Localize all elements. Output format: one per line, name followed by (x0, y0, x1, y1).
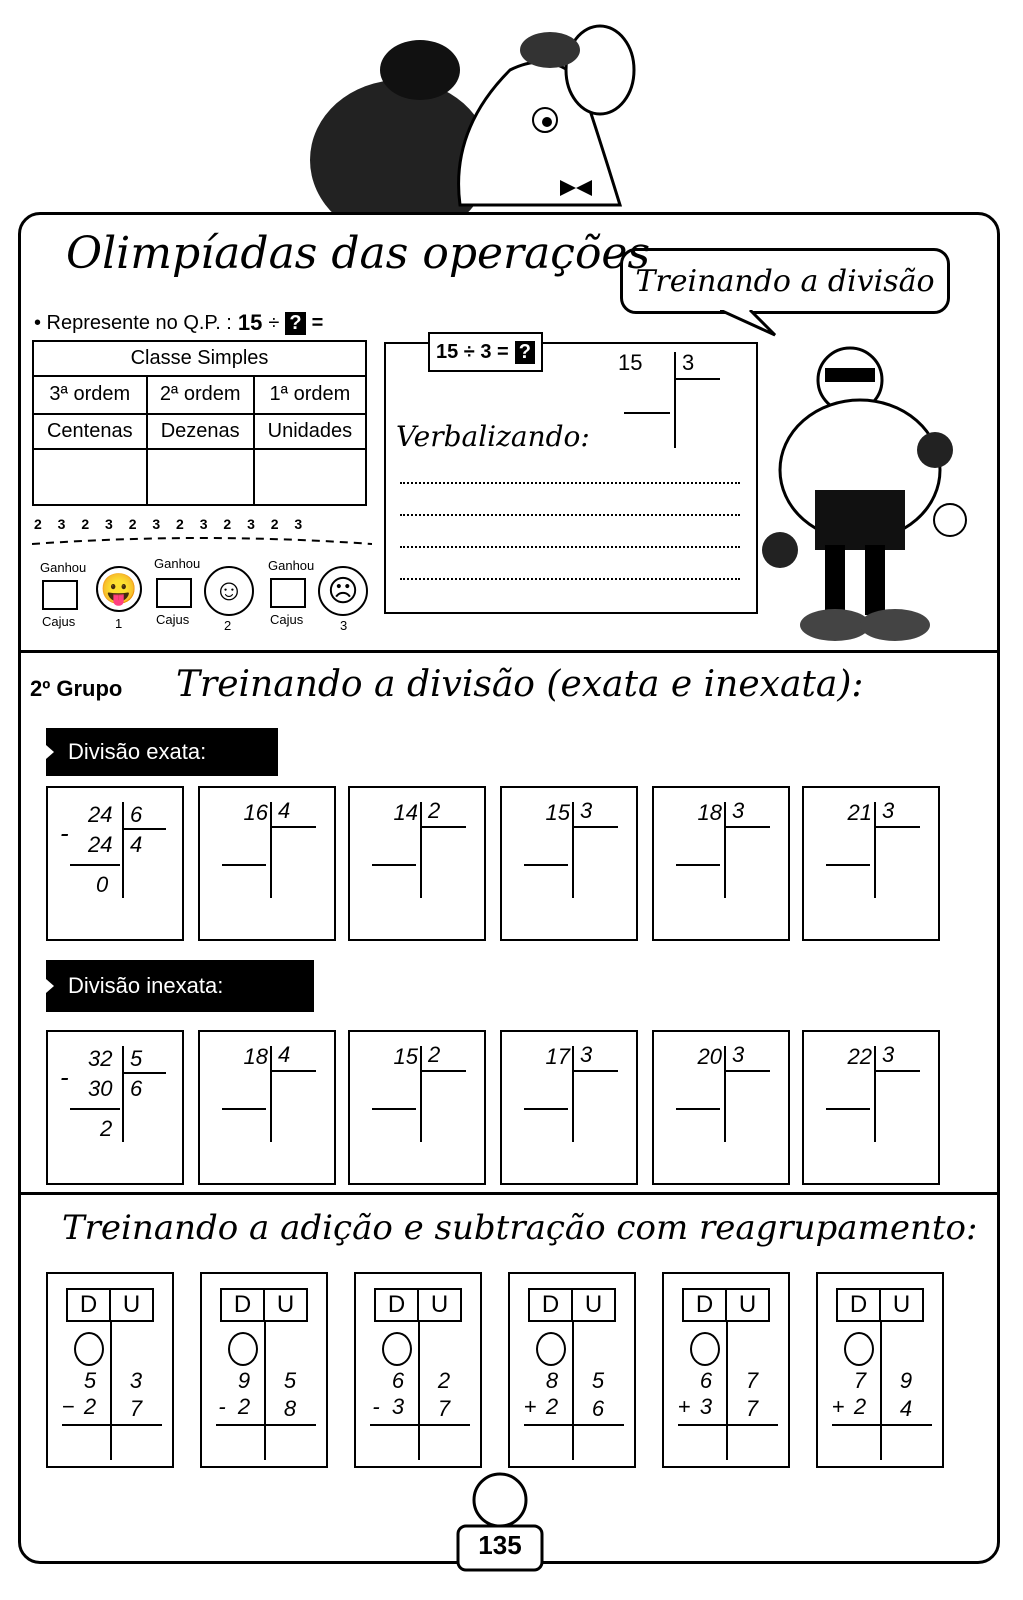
group-label: 2º Grupo (30, 676, 123, 701)
divisor: 2 (428, 1042, 441, 1067)
du-header (374, 1288, 462, 1322)
division-exercise-box[interactable] (652, 786, 790, 941)
reward-cajus-label: Cajus (156, 612, 190, 627)
answer-line[interactable] (676, 1108, 720, 1110)
example-divisor: 6 (130, 802, 143, 827)
answer-line[interactable] (372, 1108, 416, 1110)
reward-cajus-label: Cajus (270, 612, 304, 627)
dividend: 14 (393, 800, 418, 825)
qp-question-box: ? (285, 312, 305, 335)
division-bracket-horizontal (876, 826, 920, 828)
top-units: 5 (283, 1368, 297, 1393)
top-tens: 8 (545, 1368, 559, 1393)
bottom-tens: 3 (391, 1394, 405, 1419)
answer-line[interactable] (826, 864, 870, 866)
operator: + (677, 1394, 691, 1419)
dividend: 22 (847, 1044, 872, 1069)
reward-number: 2 (224, 618, 232, 633)
top-tens: 7 (853, 1368, 867, 1393)
example-remainder: 2 (100, 1116, 113, 1141)
du-divider (264, 1322, 266, 1460)
division-bracket-horizontal (726, 1070, 770, 1072)
divisor: 3 (732, 798, 745, 823)
du-header (220, 1288, 308, 1322)
verbal-div-dividend: 15 (618, 350, 643, 375)
divisor: 4 (278, 798, 291, 823)
addsub-title: Treinando a adição e subtração com reagrupamento: (62, 1208, 978, 1248)
answer-line[interactable] (372, 864, 416, 866)
u-label: U (584, 1291, 603, 1318)
addsub-exercise-box[interactable] (200, 1272, 328, 1468)
reward-number: 1 (115, 616, 123, 631)
divisor: 3 (580, 1042, 593, 1067)
carry-circle[interactable] (536, 1332, 566, 1366)
verbal-box (384, 342, 758, 614)
division-exercise-box[interactable] (500, 786, 638, 941)
example-divisor: 5 (130, 1046, 143, 1071)
divisor: 3 (882, 798, 895, 823)
top-tens: 9 (237, 1368, 251, 1393)
du-divider (880, 1322, 882, 1460)
top-tens: 6 (699, 1368, 713, 1393)
bottom-tens: 2 (237, 1394, 251, 1419)
qp-order-2: 2ª ordem (147, 376, 254, 413)
top-tens: 6 (391, 1368, 405, 1393)
du-header (66, 1288, 154, 1322)
exact-banner-text: Divisão exata: (68, 739, 207, 764)
dividend: 18 (243, 1044, 268, 1069)
d-label: D (530, 1290, 573, 1320)
division-exercise-box[interactable] (198, 786, 336, 941)
example-remainder: 0 (96, 872, 109, 897)
du-divider (110, 1322, 112, 1460)
u-label: U (430, 1291, 449, 1318)
addsub-exercise-box[interactable] (662, 1272, 790, 1468)
division-exercise-box[interactable] (652, 1030, 790, 1185)
result-line (524, 1424, 624, 1426)
reward-ganhou-label: Ganhou (40, 560, 87, 575)
figures-number-row: 2 3 2 3 2 3 2 3 2 3 2 3 (34, 516, 309, 532)
qp-instruction (34, 310, 323, 336)
dividend: 16 (243, 800, 268, 825)
inexact-banner-text: Divisão inexata: (68, 973, 224, 998)
du-divider (572, 1322, 574, 1460)
division-bracket-vertical (724, 802, 726, 898)
qp-blank-cell[interactable] (33, 449, 147, 505)
result-line (370, 1424, 470, 1426)
division-bracket-horizontal (574, 1070, 618, 1072)
u-label: U (276, 1291, 295, 1318)
bottom-tens: 2 (83, 1394, 97, 1419)
d-label: D (68, 1290, 111, 1320)
carry-circle[interactable] (228, 1332, 258, 1366)
divisor: 3 (882, 1042, 895, 1067)
dividend: 15 (393, 1044, 418, 1069)
page-title: Olimpíadas das operações (66, 228, 651, 279)
bottom-tens: 3 (699, 1394, 713, 1419)
top-units: 7 (745, 1368, 759, 1393)
division-bracket-vertical (270, 802, 272, 898)
top-units: 5 (591, 1368, 605, 1393)
division-bracket-vertical (420, 1046, 422, 1142)
bottom-units: 6 (591, 1396, 605, 1421)
answer-line[interactable] (222, 1108, 266, 1110)
dividend: 17 (545, 1044, 570, 1069)
qp-dezenas: Dezenas (147, 414, 254, 449)
addsub-exercise-box[interactable] (354, 1272, 482, 1468)
bottom-units: 7 (437, 1396, 451, 1421)
qp-order-1: 1ª ordem (254, 376, 366, 413)
du-header (682, 1288, 770, 1322)
inexact-banner (46, 960, 314, 1012)
result-line (62, 1424, 162, 1426)
division-exercise-box[interactable] (802, 786, 940, 941)
example-subtrahend: 30 (88, 1076, 113, 1101)
verbal-div-line (676, 378, 720, 380)
robot-bear-illustration (760, 340, 975, 650)
carry-circle[interactable] (382, 1332, 412, 1366)
reward-box[interactable] (270, 578, 306, 608)
top-units: 2 (437, 1368, 451, 1393)
divisor: 4 (278, 1042, 291, 1067)
division-bracket-horizontal (272, 826, 316, 828)
speech-bubble (620, 248, 950, 314)
division-exercise-box[interactable] (348, 1030, 486, 1185)
bottom-units: 8 (283, 1396, 297, 1421)
u-label: U (892, 1291, 911, 1318)
qp-dividend: 15 (237, 310, 263, 335)
du-divider (726, 1322, 728, 1460)
qp-blank-cell[interactable] (147, 449, 254, 505)
qp-blank-cell[interactable] (254, 449, 366, 505)
qp-instruction-text: • Represente no Q.P. : (34, 311, 232, 334)
division-bracket-horizontal (422, 826, 466, 828)
answer-line[interactable] (524, 1108, 568, 1110)
answer-line[interactable] (826, 1108, 870, 1110)
answer-line[interactable] (676, 864, 720, 866)
division-example-box (46, 1030, 184, 1185)
division-bracket-horizontal (876, 1070, 920, 1072)
example-dividend: 24 (88, 802, 113, 827)
answer-line[interactable] (524, 864, 568, 866)
division-bracket-horizontal (422, 1070, 466, 1072)
division-bracket-vertical (724, 1046, 726, 1142)
divisor: 2 (428, 798, 441, 823)
division-exercise-box[interactable] (198, 1030, 336, 1185)
bottom-tens: 2 (853, 1394, 867, 1419)
d-label: D (222, 1290, 265, 1320)
smile-face-icon: ☺ (204, 566, 254, 616)
writing-line[interactable] (400, 482, 740, 484)
example-quotient: 4 (130, 832, 143, 857)
u-label: U (738, 1291, 757, 1318)
dividend: 20 (697, 1044, 722, 1069)
section-divider-2 (18, 1192, 1000, 1195)
sad-face-icon: ☹ (318, 566, 368, 616)
example-quotient: 6 (130, 1076, 143, 1101)
carry-circle[interactable] (844, 1332, 874, 1366)
divisor: 3 (732, 1042, 745, 1067)
section-divider-1 (18, 650, 1000, 653)
d-label: D (684, 1290, 727, 1320)
result-line (678, 1424, 778, 1426)
operator: + (523, 1394, 537, 1419)
dividend: 21 (847, 800, 872, 825)
tiny-figures-row (32, 530, 372, 554)
page-number: 135 (478, 1530, 522, 1560)
dividend: 15 (545, 800, 570, 825)
carry-circle[interactable] (690, 1332, 720, 1366)
exact-banner (46, 728, 278, 776)
bottom-tens: 2 (545, 1394, 559, 1419)
mouse-and-bug-illustration (300, 10, 640, 215)
verbal-div-divisor: 3 (682, 350, 695, 375)
operator: − (61, 1394, 75, 1419)
writing-line[interactable] (400, 546, 740, 548)
addsub-exercise-box[interactable] (816, 1272, 944, 1468)
bottom-units: 7 (745, 1396, 759, 1421)
division-bracket-horizontal (726, 826, 770, 828)
verbal-expression-text: 15 ÷ 3 = (436, 340, 509, 363)
bottom-units: 7 (129, 1396, 143, 1421)
division-example-box (46, 786, 184, 941)
reward-box[interactable] (156, 578, 192, 608)
addsub-exercise-box[interactable] (46, 1272, 174, 1468)
du-header (528, 1288, 616, 1322)
reward-ganhou-label: Ganhou (268, 558, 315, 573)
bottom-units: 4 (899, 1396, 913, 1421)
qp-equals: = (311, 311, 324, 334)
verbal-expression (428, 332, 543, 372)
division-bracket-vertical (874, 1046, 876, 1142)
du-header (836, 1288, 924, 1322)
example-minus: - (60, 1062, 69, 1092)
example-minus: - (60, 818, 69, 848)
d-label: D (376, 1290, 419, 1320)
qp-operator: ÷ (268, 311, 280, 334)
division-exercise-box[interactable] (348, 786, 486, 941)
qp-unidades: Unidades (254, 414, 366, 449)
division-bracket-vertical (572, 1046, 574, 1142)
result-line (832, 1424, 932, 1426)
tongue-face-icon: 😛 (96, 566, 142, 612)
d-label: D (838, 1290, 881, 1320)
writing-line[interactable] (400, 578, 740, 580)
reward-ganhou-label: Ganhou (154, 556, 201, 571)
verbal-answer-line (624, 412, 670, 414)
division-bracket-vertical (270, 1046, 272, 1142)
addsub-exercise-box[interactable] (508, 1272, 636, 1468)
verbal-question-box: ? (515, 341, 535, 364)
operator: + (831, 1394, 845, 1419)
qp-header: Classe Simples (33, 341, 366, 376)
du-divider (418, 1322, 420, 1460)
speech-bubble-tail (720, 310, 780, 340)
example-subtrahend: 24 (88, 832, 113, 857)
result-line (216, 1424, 316, 1426)
verbal-div-line (674, 352, 676, 448)
division-bracket-vertical (572, 802, 574, 898)
operator: - (218, 1394, 226, 1419)
division-exercise-box[interactable] (802, 1030, 940, 1185)
reward-cajus-label: Cajus (42, 614, 76, 629)
division-bracket-vertical (420, 802, 422, 898)
qp-centenas: Centenas (33, 414, 147, 449)
division-bracket-horizontal (574, 826, 618, 828)
division-bracket-vertical (874, 802, 876, 898)
carry-circle[interactable] (74, 1332, 104, 1366)
group-title: Treinando a divisão (exata e inexata): (176, 664, 864, 705)
top-units: 3 (129, 1368, 143, 1393)
writing-line[interactable] (400, 514, 740, 516)
page-number-badge (452, 1468, 548, 1578)
dividend: 18 (697, 800, 722, 825)
operator: - (372, 1394, 380, 1419)
answer-line[interactable] (222, 864, 266, 866)
place-value-table (32, 340, 367, 506)
example-dividend: 32 (88, 1046, 113, 1071)
division-exercise-box[interactable] (500, 1030, 638, 1185)
reward-number: 3 (340, 618, 348, 633)
u-label: U (122, 1291, 141, 1318)
top-units: 9 (899, 1368, 913, 1393)
division-bracket-horizontal (272, 1070, 316, 1072)
qp-order-3: 3ª ordem (33, 376, 147, 413)
divisor: 3 (580, 798, 593, 823)
top-tens: 5 (83, 1368, 97, 1393)
reward-box[interactable] (42, 580, 78, 610)
verbal-label: Verbalizando: (396, 420, 590, 453)
speech-bubble-text: Treinando a divisão (635, 263, 935, 299)
